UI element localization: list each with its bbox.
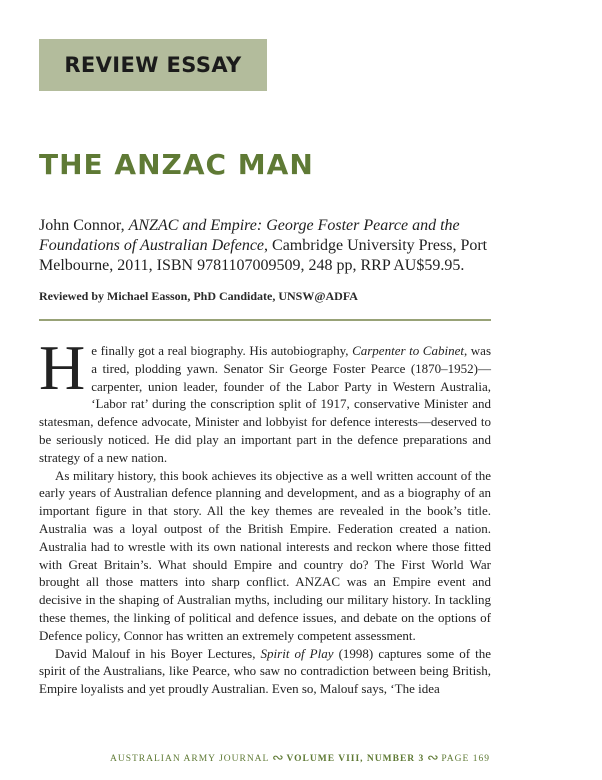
- body-paragraph-3: [39, 645, 491, 698]
- paragraph-3-text-b: (1998) captures some of the spirit of the Australians, like Pearce, who saw no contradiction between being British, Empire loyalists and yet proudly Australian. Even so, Malouf says, ‘The idea: [39, 645, 491, 697]
- paragraph-3-italic: Spirit of Play: [260, 645, 334, 661]
- article-body: [39, 332, 491, 698]
- book-citation: [39, 216, 509, 276]
- footer-journal: AUSTRALIAN ARMY JOURNAL: [110, 753, 270, 764]
- page-footer: [110, 750, 490, 767]
- body-paragraph-2: As military history, this book achieves its objective as a well written account of the early years of Australian defence planning and development, and as a biography of an important figure in that story. All the key themes are revealed in the book’s title. Australia was a loyal outpost of the British Empire. Federation created a nation. Australia had to wrestle with its own national interests and reckon where those fitted with Great Britain’s. What should Empire and country do? The First World War brought all those matters into sharp conflict. ANZAC was an Empire event and decisive in the shaping of Australian myths, including our military history. In tackling these themes, the linking of political and defence issues, and debate on the options of Defence policy, Connor has written an extremely competent assessment.: [39, 467, 491, 643]
- paragraph-3-text-a: David Malouf in his Boyer Lectures,: [55, 645, 261, 661]
- footer-page-number: PAGE 169: [441, 753, 490, 764]
- paragraph-1-italic: Carpenter to Cabinet: [352, 343, 464, 358]
- drop-cap: H: [39, 332, 86, 403]
- paragraph-1-text-a: e finally got a real biography. His autobiography,: [91, 343, 353, 358]
- reviewer-line: Reviewed by Michael Easson, PhD Candidate, UNSW@ADFA: [39, 289, 358, 303]
- wave-ornament-icon: ∾: [426, 751, 439, 766]
- citation-author: John Connor,: [39, 217, 129, 234]
- section-banner-label: REVIEW ESSAY: [64, 53, 242, 77]
- citation-publisher: , Cambridge University Press, Port Melbourne, 2011, ISBN 9781107009509, 248 pp, RRP AU$59.95.: [39, 237, 488, 274]
- wave-ornament-icon: ∾: [272, 751, 284, 766]
- divider-rule: [39, 319, 491, 321]
- article-title: THE ANZAC MAN: [39, 148, 314, 181]
- body-paragraph-1: [39, 332, 491, 467]
- paragraph-1-text-b: , was a tired, plodding yawn. Senator Sir George Foster Pearce (1870–1952)—carpenter, union leader, founder of the Labor Party in Western Australia, ‘Labor rat’ during the conscription split of 1917, conservative Minister and statesman, defence advocate, Minister and lobbyist for defence interests—deserved to be seriously noticed. He did play an important part in the defence preparations and strategy of a new nation.: [39, 343, 491, 465]
- footer-volume: VOLUME VIII, NUMBER 3: [286, 753, 425, 764]
- section-banner: [39, 39, 267, 91]
- citation-book-title: ANZAC and Empire: George Foster Pearce and the Foundations of Australian Defence: [39, 217, 460, 254]
